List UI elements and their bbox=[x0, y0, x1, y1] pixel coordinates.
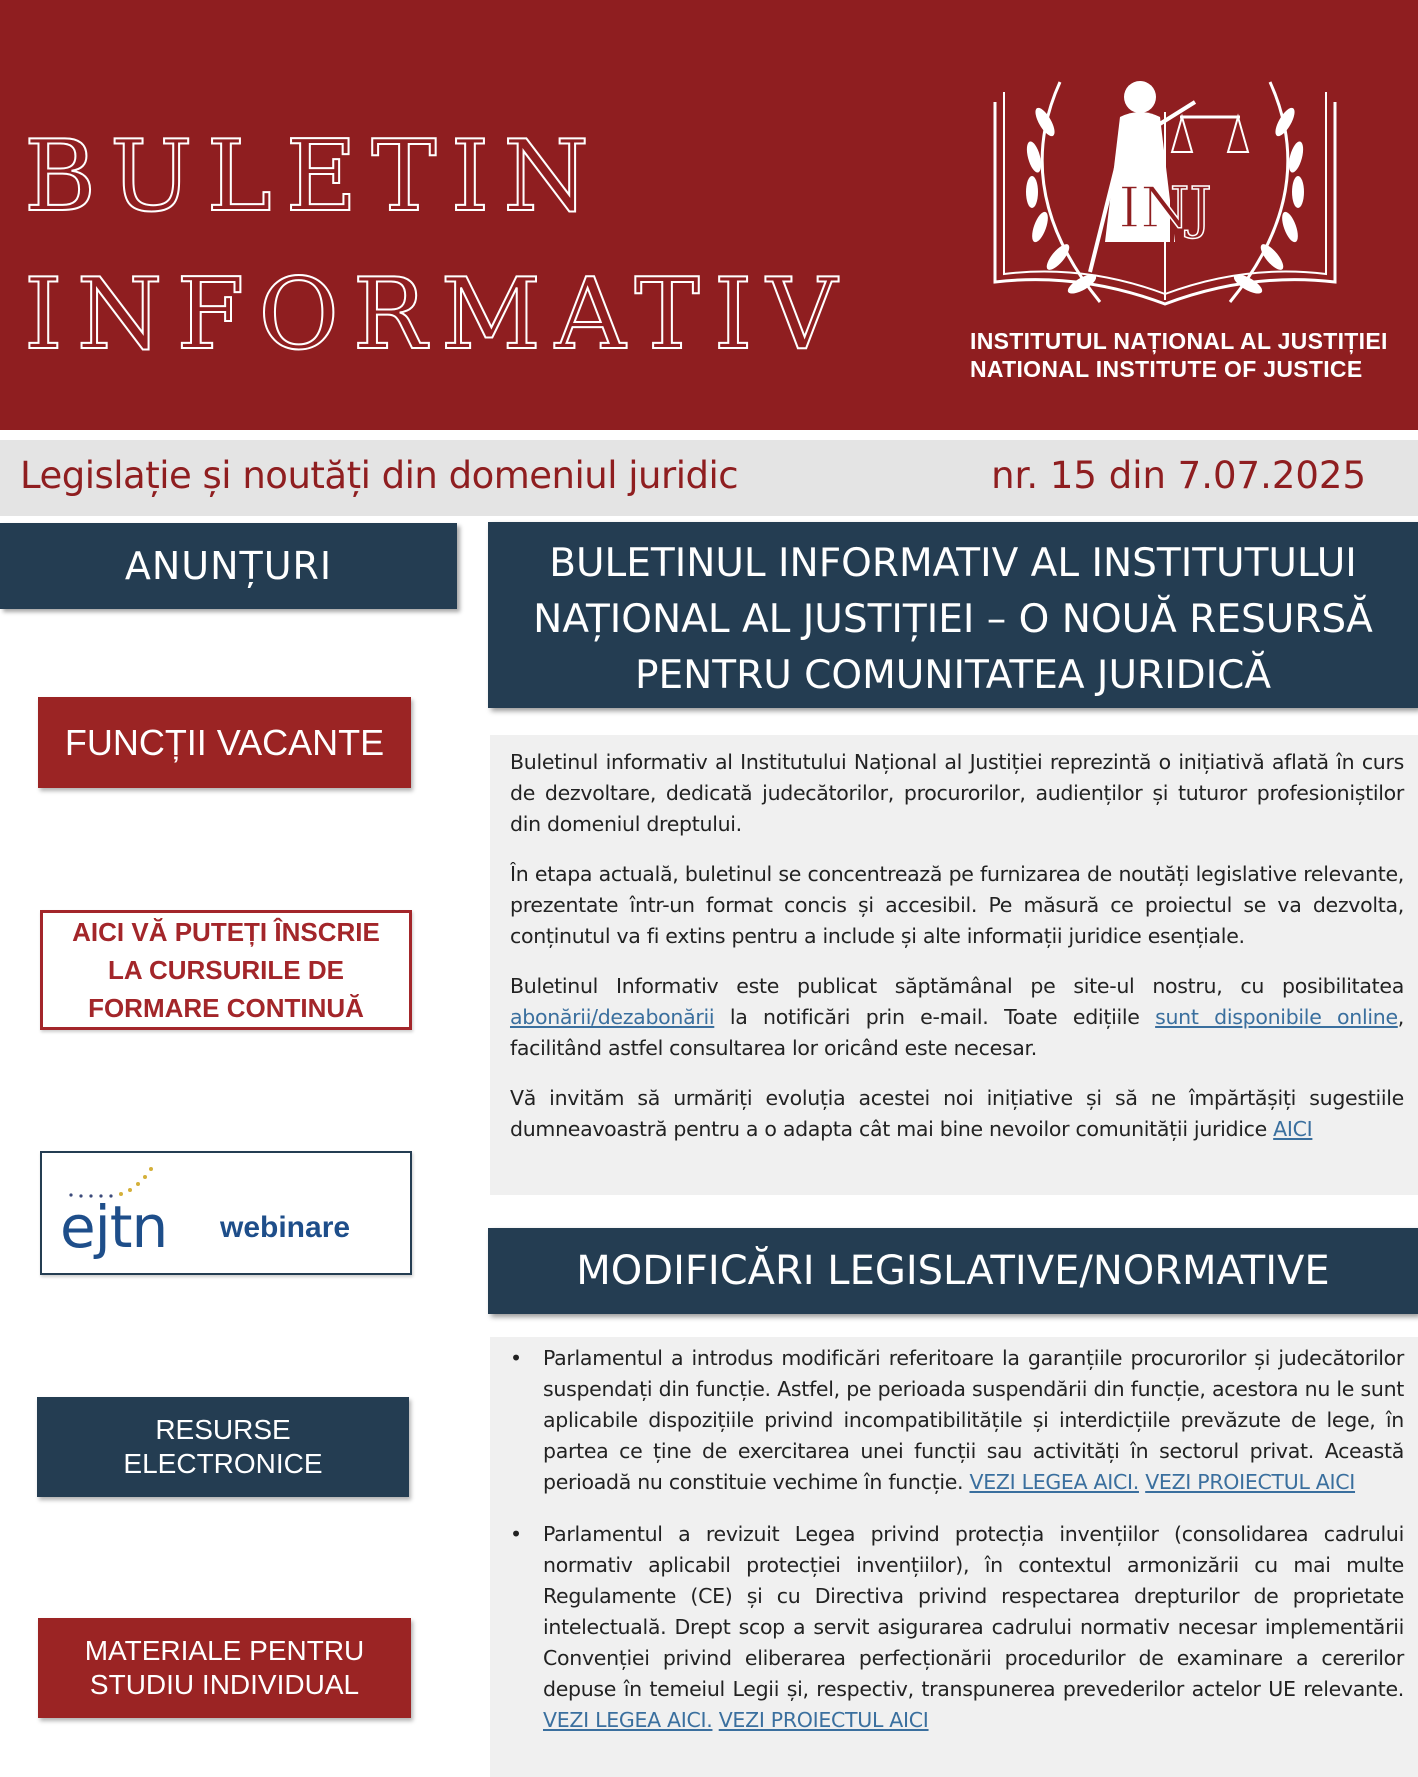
ejtn-logo: ejtn bbox=[60, 1193, 168, 1261]
article1-body bbox=[490, 735, 1418, 1195]
subheader-tagline: Legislație și noutăți din domeniul juridic bbox=[20, 454, 739, 497]
legislative-changes-list bbox=[490, 1337, 1418, 1777]
bullet-icon: • bbox=[510, 1522, 523, 1546]
bullet-icon: • bbox=[510, 1346, 523, 1370]
materials-label-line1: MATERIALE PENTRU bbox=[84, 1635, 365, 1666]
article1-paragraph-4: Vă invităm să urmăriți evoluția acestei noi inițiative și să ne împărtășiți sugestiile dumneavoastră pentru a o adapta cât mai bine nevoilor comunității juridice AICI bbox=[510, 1086, 1404, 1141]
webinars-label: webinare bbox=[220, 1211, 351, 1244]
announcements-heading: ANUNȚURI bbox=[0, 523, 457, 609]
study-materials-button[interactable] bbox=[38, 1618, 411, 1718]
article1-title-line2: NAȚIONAL AL JUSTIȚIEI – O NOUĂ RESURSĂ bbox=[533, 597, 1373, 642]
online-editions-link[interactable]: sunt disponibile online bbox=[1155, 1005, 1398, 1029]
electronic-resources-button[interactable] bbox=[37, 1397, 409, 1497]
issue-number: nr. 15 din 7.07.2025 bbox=[991, 454, 1366, 497]
article1-title-line1: BULETINUL INFORMATIV AL INSTITUTULUI bbox=[549, 541, 1357, 586]
resources-label-line1: RESURSE bbox=[155, 1414, 291, 1445]
view-law-link[interactable]: VEZI LEGEA AICI. bbox=[543, 1708, 713, 1732]
article1-paragraph-2: În etapa actuală, buletinul se concentrează pe furnizarea de noutăți legislative relevante, prezentate într-un format concis și accesibil. Pe măsură ce proiectul se va dezvolta, conținutul va fi extins pentru a include și alte informații juridice esențiale. bbox=[510, 862, 1404, 948]
header-banner bbox=[0, 0, 1418, 430]
ejtn-webinars-button[interactable] bbox=[40, 1151, 412, 1275]
article1-paragraph-3: Buletinul Informativ este publicat săptămânal pe site-ul nostru, cu posibilitatea abonării/dezabonării la notificări prin e-mail. Toate edițiile sunt disponibile online, facilitând astfel consultarea lor oricând este necesar. bbox=[510, 974, 1404, 1060]
vacancies-button[interactable]: FUNCȚII VACANTE bbox=[38, 697, 411, 788]
subscribe-link[interactable]: abonării/dezabonării bbox=[510, 1005, 715, 1029]
view-law-link[interactable]: VEZI LEGEA AICI. bbox=[969, 1470, 1139, 1494]
institute-name-ro: INSTITUTUL NAȚIONAL AL JUSTIȚIEI bbox=[970, 328, 1388, 354]
course-registration-label: AICI VĂ PUTEȚI ÎNSCRIE LA CURSURILE DE FORMARE CONTINUĂ bbox=[72, 917, 380, 1023]
article2-heading: MODIFICĂRI LEGISLATIVE/NORMATIVE bbox=[488, 1228, 1418, 1314]
list-item bbox=[510, 1519, 1404, 1736]
materials-label-line2: STUDIU INDIVIDUAL bbox=[89, 1669, 360, 1700]
article1-heading bbox=[488, 522, 1418, 708]
bulletin-title-line2: INFORMATIV bbox=[24, 258, 852, 372]
list-item bbox=[510, 1343, 1404, 1498]
course-registration-button[interactable] bbox=[40, 910, 412, 1030]
list-item-text: Parlamentul a revizuit Legea privind protecția invențiilor (consolidarea cadrului normativ aplicabil protecției invențiilor), în contextul armonizării cu mai multe Regulamente (CE) și cu Directiva privind respectarea drepturilor de proprietate intelectuală. Drept scop a servit asigurarea cadrului normativ necesar implementării Convenției privind eliberarea perfecționării procedurilor de examinare a cererilor depuse în temeiul Legii și, respectiv, transpunerea prevederilor actelor UE relevante. VEZI LEGEA AICI. VEZI PROIECTUL AICI bbox=[543, 1522, 1404, 1732]
svg-text:INJ: INJ bbox=[1118, 176, 1212, 241]
bulletin-title-line1: BULETIN bbox=[24, 120, 604, 234]
article1-title-line3: PENTRU COMUNITATEA JURIDICĂ bbox=[634, 653, 1272, 698]
view-draft-link[interactable]: VEZI PROIECTUL AICI bbox=[1145, 1470, 1356, 1494]
list-item-text: Parlamentul a introdus modificări referitoare la garanțiile procurorilor și judecătorilor suspendați din funcție. Astfel, pe perioada suspendării din funcție, acestora nu le sunt aplicabile dispozițiile privind incompatibilitățile și interdicțiile prevăzute de lege, în partea ce ține de exercitarea unei funcții sau activități în sectorul privat. Această perioadă nu constituie vechime în funcție. VEZI LEGEA AICI. VEZI PROIECTUL AICI bbox=[543, 1346, 1404, 1494]
resources-label-line2: ELECTRONICE bbox=[123, 1448, 323, 1479]
view-draft-link[interactable]: VEZI PROIECTUL AICI bbox=[718, 1708, 929, 1732]
subheader-bar bbox=[0, 440, 1418, 516]
institute-name-en: NATIONAL INSTITUTE OF JUSTICE bbox=[970, 356, 1363, 382]
feedback-link[interactable]: AICI bbox=[1273, 1117, 1313, 1141]
article1-paragraph-1: Buletinul informativ al Institutului Național al Justiției reprezintă o inițiativă aflată în curs de dezvoltare, dedicată judecătorilor, procurorilor, audienților și tuturor profesioniștilor din domeniul dreptului. bbox=[510, 750, 1404, 836]
